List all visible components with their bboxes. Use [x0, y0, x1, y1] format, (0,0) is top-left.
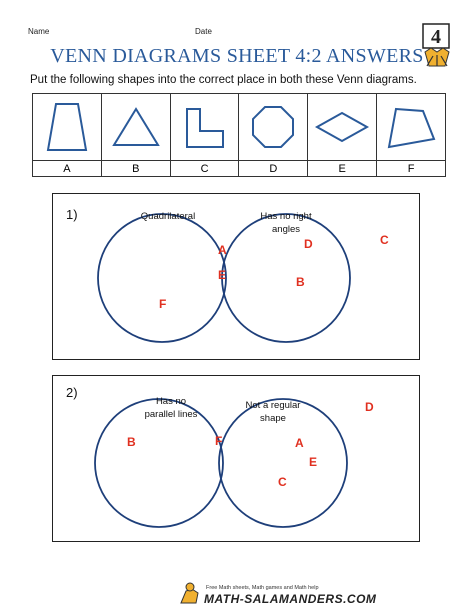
- date-label: Date: [195, 27, 212, 36]
- instructions-text: Put the following shapes into the correct place in both these Venn diagrams.: [30, 74, 417, 86]
- octagon-icon: [243, 99, 303, 155]
- diagram-number: 2): [66, 385, 78, 400]
- right-set-label: Not a regular shape: [245, 400, 301, 424]
- irregular-quadrilateral-icon: [381, 99, 441, 155]
- footer-salamander-icon: [178, 581, 202, 607]
- shape-label: B: [101, 161, 170, 177]
- answer-letter: C: [380, 233, 389, 247]
- venn-diagram-1: [52, 193, 420, 360]
- answer-letter: C: [278, 475, 287, 489]
- triangle-icon: [106, 99, 166, 155]
- shape-label: F: [377, 161, 446, 177]
- trapezium-icon: [37, 99, 97, 155]
- answer-letter: A: [295, 436, 304, 450]
- answer-letter: B: [127, 435, 136, 449]
- shape-label: A: [33, 161, 102, 177]
- rhombus-icon: [312, 99, 372, 155]
- shape-cell-d: [239, 94, 308, 161]
- answer-letter: E: [218, 268, 227, 282]
- shape-cell-b: [101, 94, 170, 161]
- answer-letter: B: [296, 275, 305, 289]
- answer-letter: F: [215, 434, 223, 448]
- shapes-table: [32, 93, 446, 177]
- shape-cell-a: [33, 94, 102, 161]
- name-label: Name: [28, 27, 50, 36]
- right-set-label: Has no right angles: [260, 211, 312, 235]
- answer-letter: E: [309, 455, 318, 469]
- footer-brand: MATH-SALAMANDERS.COM: [204, 592, 377, 606]
- answer-letter: D: [304, 237, 313, 251]
- venn-diagram-2: [52, 375, 420, 542]
- shape-cell-e: [308, 94, 377, 161]
- left-set-label: Quadrilateral: [140, 211, 196, 222]
- venn-1-left-circle: [98, 214, 226, 342]
- answer-letter: A: [218, 243, 227, 257]
- footer-tagline: Free Math sheets, Math games and Math help: [206, 585, 319, 591]
- shape-label: C: [170, 161, 239, 177]
- logo-digit: 4: [431, 26, 441, 48]
- answer-letter: F: [159, 297, 167, 311]
- page-title: VENN DIAGRAMS SHEET 4:2 ANSWERS: [50, 45, 424, 67]
- shape-label: E: [308, 161, 377, 177]
- left-set-label: Has no parallel lines: [144, 396, 198, 420]
- answer-letter: D: [365, 400, 374, 414]
- l-shape-icon: [175, 99, 235, 155]
- shape-cell-f: [377, 94, 446, 161]
- diagram-number: 1): [66, 207, 78, 222]
- shape-label: D: [239, 161, 308, 177]
- shape-cell-c: [170, 94, 239, 161]
- venn-circles-1: [53, 194, 419, 359]
